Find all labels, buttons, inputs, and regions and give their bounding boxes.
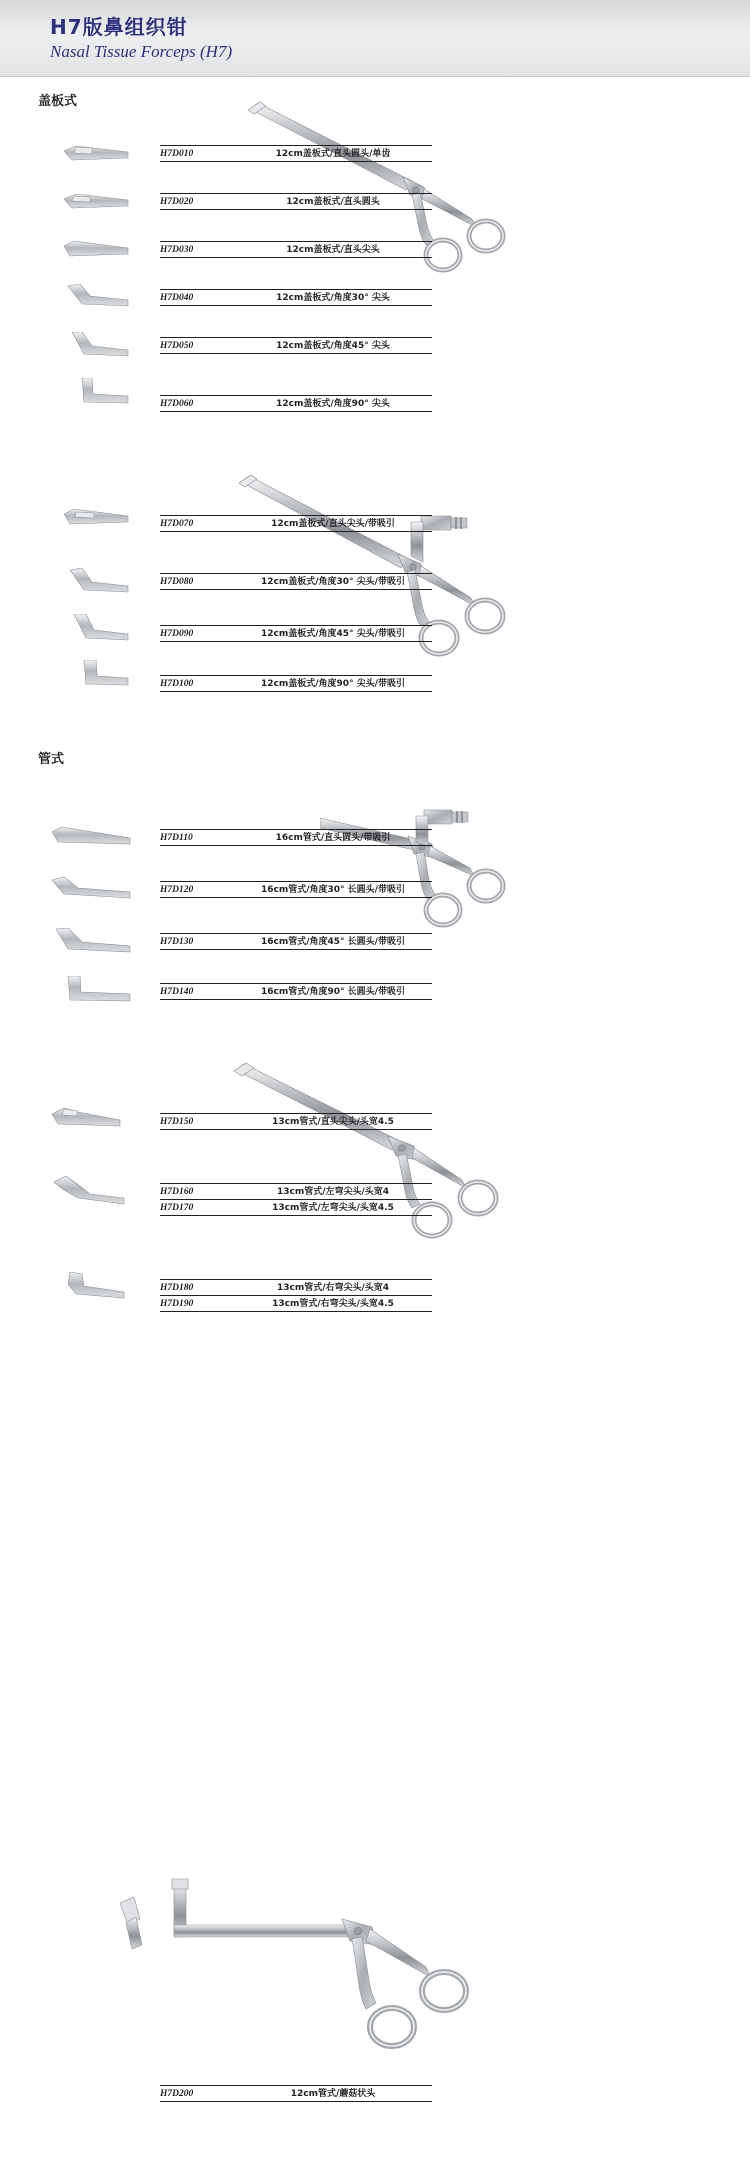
row-rule-top	[160, 1113, 432, 1114]
row-rule-top	[160, 625, 432, 626]
row-rule-bottom	[160, 949, 432, 950]
product-spec: 12cm盖板式/直头尖头/带吸引	[271, 519, 395, 529]
row-rule-top	[160, 573, 432, 574]
tip-thumbnail-h7d010	[62, 142, 132, 168]
row-rule-top	[160, 241, 432, 242]
page-header	[0, 0, 750, 77]
tip-thumbnail-h7d100	[62, 660, 132, 694]
row-rule-bottom	[160, 209, 432, 210]
tip-thumbnail-h7d050	[62, 332, 132, 364]
row-rule-bottom	[160, 691, 432, 692]
row-rule-top	[160, 337, 432, 338]
instrument-illustration-3	[320, 800, 520, 940]
row-rule-bottom	[160, 1215, 432, 1216]
product-code: H7D120	[160, 885, 194, 895]
tip-thumbnail-h7d180-h7d190	[48, 1272, 128, 1306]
product-code: H7D090	[160, 629, 194, 639]
row-rule-bottom	[160, 305, 432, 306]
row-rule-top	[160, 983, 432, 984]
row-rule-bottom	[160, 897, 432, 898]
page-title-en: Nasal Tissue Forceps (H7)	[50, 42, 233, 61]
product-spec: 13cm管式/直头尖头/头宽4.5	[272, 1117, 394, 1127]
product-spec: 12cm盖板式/直头尖头	[286, 245, 380, 255]
row-rule-top	[160, 395, 432, 396]
row-rule-top	[160, 193, 432, 194]
product-code: H7D050	[160, 341, 194, 351]
tip-thumbnail-h7d070	[62, 506, 132, 532]
product-code: H7D140	[160, 987, 194, 997]
product-code: H7D030	[160, 245, 194, 255]
product-spec: 12cm盖板式/角度45° 尖头	[276, 341, 390, 351]
product-code: H7D020	[160, 197, 194, 207]
product-code: H7D070	[160, 519, 194, 529]
row-rule-middle	[160, 1199, 432, 1200]
row-rule-bottom	[160, 1129, 432, 1130]
row-rule-top	[160, 1183, 432, 1184]
tip-thumbnail-h7d110	[48, 826, 134, 852]
product-code: H7D180	[160, 1283, 194, 1293]
product-spec: 13cm管式/左弯尖头/头宽4	[276, 1187, 390, 1197]
product-spec: 12cm盖板式/直头圆头/单齿	[275, 149, 391, 159]
section-label-tube-type: 管式	[38, 752, 65, 767]
tip-thumbnail-h7d150	[48, 1106, 124, 1134]
product-code: H7D010	[160, 149, 194, 159]
row-rule-bottom	[160, 161, 432, 162]
header-titles	[50, 14, 232, 64]
row-rule-bottom	[160, 845, 432, 846]
row-rule-bottom	[160, 1311, 432, 1312]
tip-thumbnail-h7d040	[62, 284, 132, 314]
tip-thumbnail-h7d020	[62, 190, 132, 216]
section-label-cover-type: 盖板式	[38, 94, 78, 109]
row-rule-bottom	[160, 999, 432, 1000]
product-spec: 13cm管式/右弯尖头/头宽4	[276, 1283, 390, 1293]
row-rule-bottom	[160, 589, 432, 590]
row-rule-top	[160, 675, 432, 676]
product-code: H7D100	[160, 679, 194, 689]
product-spec: 16cm管式/角度45° 长圆头/带吸引	[261, 937, 405, 947]
product-spec: 12cm盖板式/角度90° 尖头/带吸引	[261, 679, 405, 689]
product-code: H7D150	[160, 1117, 194, 1127]
product-spec: 12cm盖板式/角度45° 尖头/带吸引	[261, 629, 405, 639]
tip-thumbnail-h7d030	[62, 238, 132, 264]
row-rule-top	[160, 829, 432, 830]
row-rule-top	[160, 933, 432, 934]
product-spec: 13cm管式/右弯尖头/头宽4.5	[272, 1299, 394, 1309]
product-code: H7D190	[160, 1299, 194, 1309]
row-rule-bottom	[160, 257, 432, 258]
tip-thumbnail-h7d060	[62, 378, 132, 412]
row-rule-bottom	[160, 2101, 432, 2102]
row-rule-bottom	[160, 641, 432, 642]
product-code: H7D110	[160, 833, 193, 843]
product-code: H7D130	[160, 937, 194, 947]
product-spec: 12cm盖板式/角度30° 尖头	[276, 293, 390, 303]
row-rule-bottom	[160, 411, 432, 412]
row-rule-top	[160, 289, 432, 290]
row-rule-bottom	[160, 531, 432, 532]
product-spec: 13cm管式/左弯尖头/头宽4.5	[272, 1203, 394, 1213]
row-rule-top	[160, 2085, 432, 2086]
instrument-illustration-2	[225, 470, 525, 670]
product-spec: 12cm盖板式/角度90° 尖头	[276, 399, 390, 409]
row-rule-middle	[160, 1295, 432, 1296]
product-spec: 12cm盖板式/直头圆头	[286, 197, 380, 207]
product-spec: 16cm管式/角度90° 长圆头/带吸引	[261, 987, 405, 997]
product-spec: 12cm管式/蘑菇状头	[290, 2089, 376, 2099]
product-code: H7D040	[160, 293, 194, 303]
row-rule-top	[160, 515, 432, 516]
tip-thumbnail-h7d090	[62, 614, 132, 648]
tip-thumbnail-h7d140	[48, 976, 134, 1008]
tip-thumbnail-h7d160-h7d170	[48, 1176, 128, 1210]
row-rule-top	[160, 145, 432, 146]
row-rule-top	[160, 881, 432, 882]
product-code: H7D170	[160, 1203, 194, 1213]
row-rule-bottom	[160, 353, 432, 354]
product-spec: 12cm盖板式/角度30° 尖头/带吸引	[261, 577, 405, 587]
tip-thumbnail-h7d130	[48, 928, 134, 958]
product-spec: 16cm管式/角度30° 长圆头/带吸引	[261, 885, 405, 895]
product-spec: 16cm管式/直头圆头/带吸引	[275, 833, 391, 843]
page-title-cn: H7版鼻组织钳	[50, 15, 188, 39]
product-code: H7D160	[160, 1187, 194, 1197]
tip-thumbnail-h7d120	[48, 876, 134, 904]
product-code: H7D080	[160, 577, 194, 587]
product-code: H7D200	[160, 2089, 194, 2099]
row-rule-top	[160, 1279, 432, 1280]
product-code: H7D060	[160, 399, 194, 409]
tip-thumbnail-h7d080	[62, 568, 132, 600]
